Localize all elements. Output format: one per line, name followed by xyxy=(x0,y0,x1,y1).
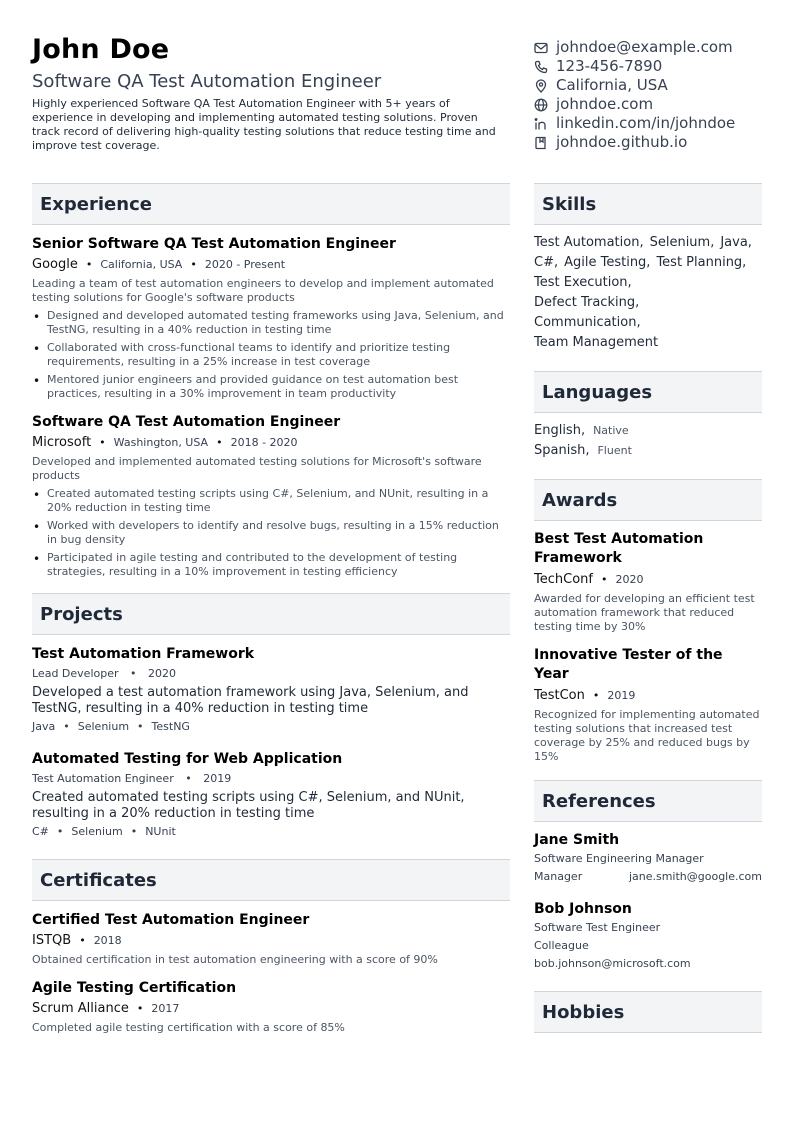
skill-item: Communication, xyxy=(534,315,641,330)
separator-dot: • xyxy=(99,436,106,449)
job-location: California, USA xyxy=(100,258,183,271)
contact-linkedin[interactable] xyxy=(534,114,784,133)
separator-dot: • xyxy=(136,1002,144,1015)
separator-dot: • xyxy=(85,258,93,271)
mail-icon xyxy=(534,41,548,55)
project-tags xyxy=(32,825,510,839)
skill-item: Java, xyxy=(720,235,752,250)
hobbies-heading-text: Hobbies xyxy=(542,1001,625,1023)
job-dates: 2020 - Present xyxy=(204,258,286,271)
separator-dot: • xyxy=(190,258,197,271)
contact-github[interactable] xyxy=(534,133,784,152)
job-title: Senior Software QA Test Automation Engineer xyxy=(32,236,396,252)
reference-position: Software Test Engineer xyxy=(534,921,661,934)
job-dates: 2018 - 2020 xyxy=(230,436,298,449)
project-tag: C# xyxy=(32,825,49,838)
job-highlights xyxy=(32,309,510,401)
reference-contact-row xyxy=(534,868,762,886)
resume-header xyxy=(32,34,502,153)
project-year: 2020 xyxy=(148,667,176,680)
job-company: Microsoft xyxy=(32,435,92,450)
experience-item xyxy=(32,235,510,401)
contact-linkedin-text: linkedin.com/in/johndoe xyxy=(556,114,736,132)
job-location: Washington, USA xyxy=(113,436,209,449)
job-meta xyxy=(32,435,510,451)
references-heading xyxy=(534,780,762,822)
skills-heading-text: Skills xyxy=(542,193,597,215)
language-name: English, xyxy=(534,423,586,438)
reference-item xyxy=(534,900,762,973)
job-title: Software QA Test Automation Engineer xyxy=(32,414,341,430)
location-icon xyxy=(534,79,548,93)
languages-heading xyxy=(534,371,762,413)
linkedin-icon xyxy=(534,117,548,131)
experience-heading-text: Experience xyxy=(40,193,152,215)
skill-item: Team Management xyxy=(534,335,659,350)
phone-icon xyxy=(534,60,548,74)
skill-item: Test Automation, xyxy=(534,235,644,250)
language-item xyxy=(534,441,762,461)
separator-dot: • xyxy=(130,667,137,680)
candidate-title: Software QA Test Automation Engineer xyxy=(32,71,382,92)
contact-phone-text: 123-456-7890 xyxy=(556,57,663,75)
certificate-description: Completed agile testing certification with a score of 85% xyxy=(32,1021,345,1034)
certificates-heading xyxy=(32,859,510,901)
project-tag: NUnit xyxy=(145,825,176,838)
certificate-description: Obtained certification in test automation engineering with a score of 90% xyxy=(32,953,438,966)
projects-heading-text: Projects xyxy=(40,603,123,625)
project-meta xyxy=(32,666,510,682)
job-highlight: • Mentored junior engineers and provided guidance on test automation best practices, resulting in a 30% improvement in team productivity xyxy=(32,373,510,401)
project-title: Automated Testing for Web Application xyxy=(32,751,343,767)
job-highlight: • Participated in agile testing and contributed to the development of testing strategies, resulting in a 10% improvement in testing efficiency xyxy=(32,551,510,579)
skill-item: Test Planning, xyxy=(656,255,747,270)
profile-summary: Highly experienced Software QA Test Automation Engineer with 5+ years of experience in developing and implementing automated testing solutions. Proven track record of delivering high-quality testing solutions that reduce testing time and improve test coverage. xyxy=(32,97,496,152)
award-item xyxy=(534,646,762,764)
certificate-issuer: ISTQB xyxy=(32,933,72,948)
separator-dot: • xyxy=(63,720,70,733)
project-description: Created automated testing scripts using C#, Selenium, and NUnit, resulting in a 20% reduction in testing time xyxy=(32,790,465,821)
reference-name: Bob Johnson xyxy=(534,901,632,917)
job-highlight: • Designed and developed automated testing frameworks using Java, Selenium, and TestNG, resulting in a 40% reduction in testing time xyxy=(32,309,510,337)
project-role: Test Automation Engineer xyxy=(32,772,174,785)
job-description: Developed and implemented automated testing solutions for Microsoft's software products xyxy=(32,455,482,482)
job-highlight: • Worked with developers to identify and resolve bugs, resulting in a 15% reduction in bug density xyxy=(32,519,510,547)
skill-item: Test Execution, xyxy=(534,275,632,290)
award-org: TechConf xyxy=(534,572,593,587)
language-name: Spanish, xyxy=(534,443,590,458)
skill-item: Agile Testing, xyxy=(564,255,651,270)
reference-name: Jane Smith xyxy=(534,832,620,848)
award-description: Recognized for implementing automated testing solutions that increased test coverage by 25% and reduced bugs by 15% xyxy=(534,708,760,763)
separator-dot: • xyxy=(592,689,600,702)
job-highlights xyxy=(32,487,510,579)
job-highlight: • Created automated testing scripts using C#, Selenium, and NUnit, resulting in a 20% reduction in testing time xyxy=(32,487,510,515)
language-level: Fluent xyxy=(597,444,632,457)
hobbies-heading xyxy=(534,991,762,1033)
certificate-year: 2018 xyxy=(93,934,122,947)
contact-list xyxy=(534,38,784,152)
project-tags xyxy=(32,720,510,734)
skill-item: Selenium, xyxy=(649,235,715,250)
contact-phone[interactable] xyxy=(534,57,784,76)
job-meta xyxy=(32,257,510,273)
project-description: Developed a test automation framework using Java, Selenium, and TestNG, resulting in a 40% reduction in testing time xyxy=(32,685,469,716)
languages-list xyxy=(534,421,762,461)
project-tag: TestNG xyxy=(151,720,190,733)
award-title: Innovative Tester of the Year xyxy=(534,647,723,682)
award-meta xyxy=(534,572,762,588)
reference-relation: Colleague xyxy=(534,939,589,952)
contact-github-text: johndoe.github.io xyxy=(556,133,688,151)
references-heading-text: References xyxy=(542,790,656,812)
github-icon xyxy=(534,136,548,150)
reference-email[interactable]: jane.smith@google.com xyxy=(628,870,762,883)
awards-heading xyxy=(534,479,762,521)
projects-heading xyxy=(32,593,510,635)
globe-icon xyxy=(534,98,548,112)
separator-dot: • xyxy=(79,934,86,947)
job-highlight: • Collaborated with cross-functional teams to identify and prioritize testing requirements, resulting in a 25% increase in test coverage xyxy=(32,341,510,369)
project-tag: Selenium xyxy=(71,825,123,838)
award-org: TestCon xyxy=(534,688,585,703)
skill-item: Defect Tracking, xyxy=(534,295,640,310)
project-year: 2019 xyxy=(203,772,232,785)
contact-location xyxy=(534,76,784,95)
skill-item: C#, xyxy=(534,255,559,270)
experience-heading xyxy=(32,183,510,225)
job-description: Leading a team of test automation engineers to develop and implement automated testing solutions for Google's software products xyxy=(32,277,494,304)
award-description: Awarded for developing an efficient test automation framework that reduced testing time by 30% xyxy=(534,592,755,633)
award-meta xyxy=(534,688,762,704)
contact-email-text: johndoe@example.com xyxy=(556,38,733,56)
award-item xyxy=(534,530,762,634)
reference-item xyxy=(534,831,762,886)
separator-dot: • xyxy=(185,772,192,785)
project-item xyxy=(32,645,510,734)
certificates-heading-text: Certificates xyxy=(40,869,157,891)
candidate-name: John Doe xyxy=(32,34,170,65)
project-meta xyxy=(32,771,510,787)
separator-dot: • xyxy=(130,825,138,838)
certificate-year: 2017 xyxy=(151,1002,180,1015)
separator-dot: • xyxy=(216,436,223,449)
contact-website-text: johndoe.com xyxy=(556,95,654,113)
award-year: 2019 xyxy=(607,689,636,702)
award-year: 2020 xyxy=(615,573,644,586)
separator-dot: • xyxy=(600,573,608,586)
awards-heading-text: Awards xyxy=(542,489,618,511)
language-level: Native xyxy=(593,424,629,437)
contact-location-text: California, USA xyxy=(556,76,668,94)
certificate-item xyxy=(32,911,510,967)
reference-email[interactable]: bob.johnson@microsoft.com xyxy=(534,957,691,970)
award-title: Best Test Automation Framework xyxy=(534,531,704,566)
separator-dot: • xyxy=(56,825,64,838)
project-tag: Selenium xyxy=(77,720,130,733)
languages-heading-text: Languages xyxy=(542,381,653,403)
skills-list xyxy=(534,233,762,353)
experience-item xyxy=(32,413,510,579)
side-column xyxy=(534,183,762,1033)
certificate-item xyxy=(32,979,510,1035)
contact-website[interactable] xyxy=(534,95,784,114)
project-item xyxy=(32,750,510,839)
certificate-meta xyxy=(32,933,510,949)
reference-relation: Manager xyxy=(534,870,583,883)
project-tag: Java xyxy=(32,720,56,733)
certificate-title: Agile Testing Certification xyxy=(32,980,237,996)
job-company: Google xyxy=(32,257,78,272)
certificate-title: Certified Test Automation Engineer xyxy=(32,912,310,928)
project-role: Lead Developer xyxy=(32,667,119,680)
contact-email[interactable] xyxy=(534,38,784,57)
certificate-meta xyxy=(32,1001,510,1017)
language-item xyxy=(534,421,762,441)
reference-position: Software Engineering Manager xyxy=(534,852,704,865)
certificate-issuer: Scrum Alliance xyxy=(32,1001,129,1016)
separator-dot: • xyxy=(137,720,144,733)
skills-heading xyxy=(534,183,762,225)
project-title: Test Automation Framework xyxy=(32,646,255,662)
main-column xyxy=(32,183,510,1035)
